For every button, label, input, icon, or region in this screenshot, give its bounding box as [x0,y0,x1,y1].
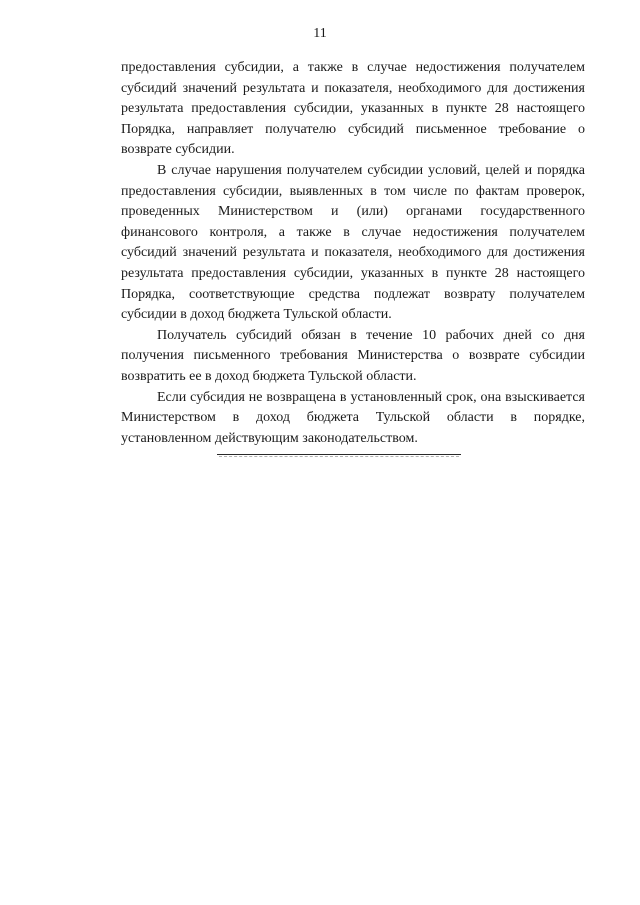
paragraph-recovery: Если субсидия не возвращена в установленный срок, она взыскивается Министерством в доход бюджета Тульской области в порядке, установленном действующим законодательством. [121,389,585,446]
page-number: 11 [313,26,327,41]
paragraph-continuation: предоставления субсидии, а также в случае недостижения получателем субсидий значений результата и показателя, необходимого для достижения результата предоставления субсидии, указанных в пункте 28 настоящего Порядка, направляет получателю субсидий письменное требование о возврате субсидии. [121,60,585,158]
end-divider-line [217,454,461,455]
document-body [121,58,585,449]
end-divider-underline [219,456,459,457]
paragraph-return-deadline: Получатель субсидий обязан в течение 10 рабочих дней со дня получения письменного требования Министерства о возврате субсидии возвратить ее в доход бюджета Тульской области. [121,327,585,384]
paragraph-violation-return: В случае нарушения получателем субсидии условий, целей и порядка предоставления субсидии, выявленных в том числе по фактам проверок, проведенных Министерством и (или) органами государственного финансового контроля, а также в случае недостижения получателем субсидий значений результата и показателя, необходимого для достижения результата предоставления субсидии, указанных в пункте 28 настоящего Порядка, соответствующие средства подлежат возврату получателем субсидии в доход бюджета Тульской области. [121,162,585,323]
